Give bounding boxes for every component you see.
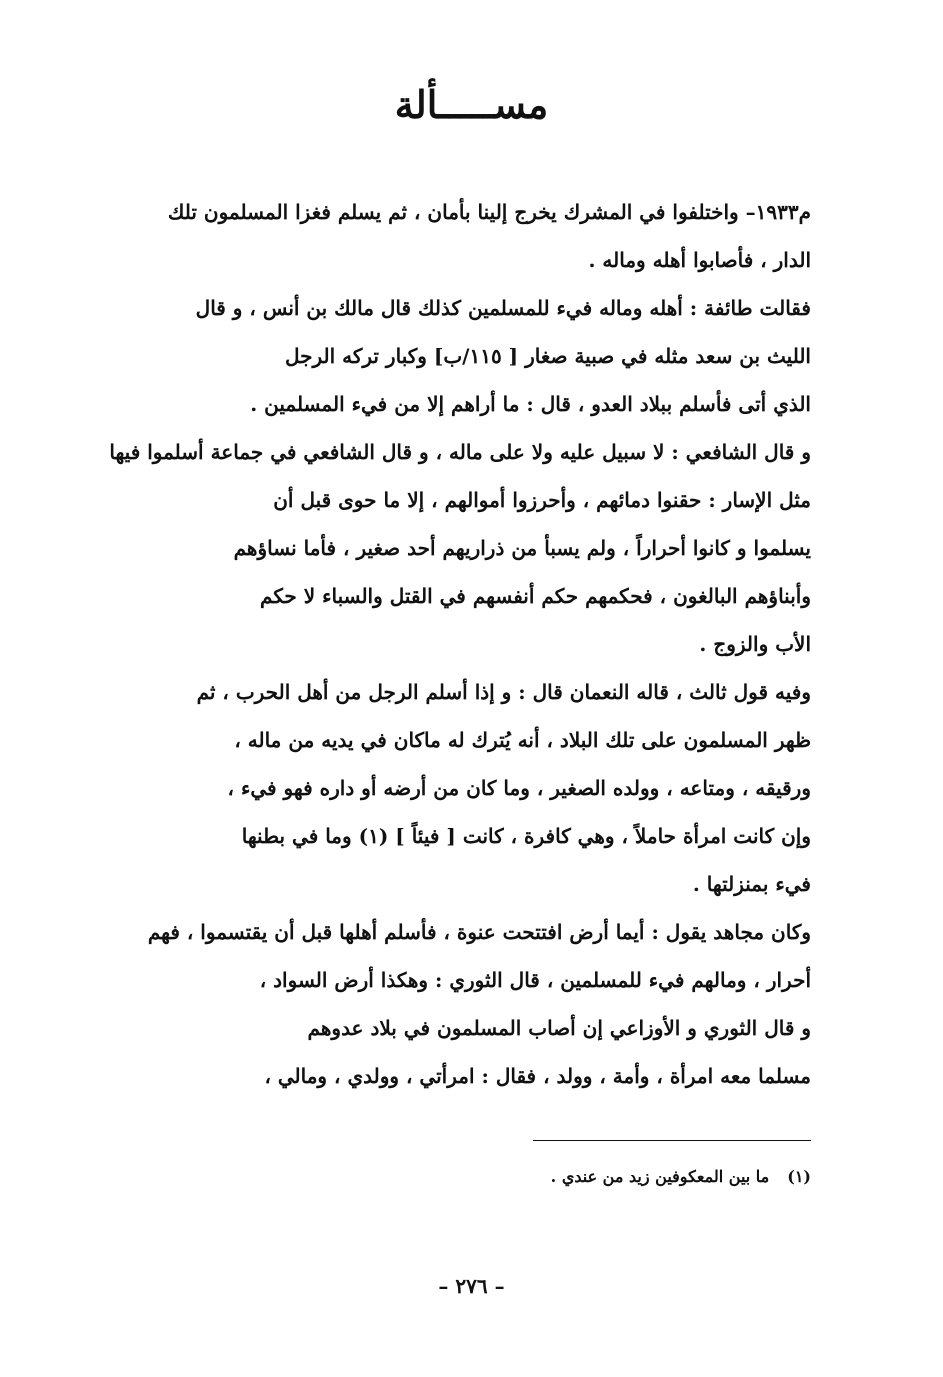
page-title: مســـــألة: [394, 82, 549, 127]
text-line: وفيه قول ثالث ، قاله النعمان قال : و إذا أسلم الرجل من أهل الحرب ، ثم: [196, 680, 811, 704]
paragraph-4: [111, 668, 811, 908]
footnote: [111, 1162, 811, 1192]
body-text: [111, 188, 811, 1100]
text-line: و قال الثوري و الأوزاعي إن أصاب المسلمون في بلاد عدوهم: [307, 1016, 811, 1040]
text-line: ورقيقه ، ومتاعه ، وولده الصغير ، وما كان من أرضه أو داره فهو فيء ،: [227, 776, 811, 800]
text-line: الأب والزوج .: [699, 632, 811, 656]
text-line: الدار ، فأصابوا أهله وماله .: [588, 248, 811, 272]
text-line: فيء بمنزلتها .: [692, 872, 811, 896]
text-line: و قال الشافعي : لا سبيل عليه ولا على ماله ، و قال الشافعي في جماعة أسلموا فيها: [109, 440, 811, 464]
text-line: يسلموا و كانوا أحراراً ، ولم يسبأ من ذراريهم أحد صغير ، فأما نساؤهم: [233, 536, 811, 560]
text-line: م١٩٣٣– واختلفوا في المشرك يخرج إلينا بأمان ، ثم يسلم فغزا المسلمون تلك: [167, 200, 811, 224]
text-line: مثل الإسار : حقنوا دمائهم ، وأحرزوا أموالهم ، إلا ما حوى قبل أن: [273, 488, 811, 512]
text-line: الذي أتى فأسلم ببلاد العدو ، قال : ما أراهم إلا من فيء المسلمين .: [250, 392, 811, 416]
text-line: وكان مجاهد يقول : أيما أرض افتتحت عنوة ، فأسلم أهلها قبل أن يقتسموا ، فهم: [147, 920, 811, 944]
paragraph-1: [111, 188, 811, 284]
paragraph-2: [111, 284, 811, 428]
text-line: ظهر المسلمون على تلك البلاد ، أنه يُترك له ماكان في يديه من ماله ،: [234, 728, 811, 752]
paragraph-3: [111, 428, 811, 668]
text-line: وأبناؤهم البالغون ، فحكمهم حكم أنفسهم في القتل والسباء لا حكم: [260, 584, 811, 608]
text-line: فقالت طائفة : أهله وماله فيء للمسلمين كذلك قال مالك بن أنس ، و قال: [195, 296, 811, 320]
text-line: الليث بن سعد مثله في صبية صغار [ ١١٥/ب] وكبار تركه الرجل: [284, 344, 811, 368]
text-line: مسلما معه امرأة ، وأمة ، وولد ، فقال : امرأتي ، وولدي ، ومالي ،: [264, 1064, 811, 1088]
paragraph-5: [111, 908, 811, 1100]
text-line: وإن كانت امرأة حاملاً ، وهي كافرة ، كانت [ فيئاً ] (١) وما في بطنها: [241, 824, 811, 848]
footnote-text: ما بين المعكوفين زيد من عندي .: [550, 1167, 770, 1186]
footnote-marker: (١): [787, 1167, 811, 1186]
text-line: أحرار ، ومالهم فيء للمسلمين ، قال الثوري : وهكذا أرض السواد ،: [259, 968, 811, 992]
footnote-divider: [533, 1140, 811, 1141]
page-number: – ٢٧٦ –: [438, 1274, 505, 1298]
